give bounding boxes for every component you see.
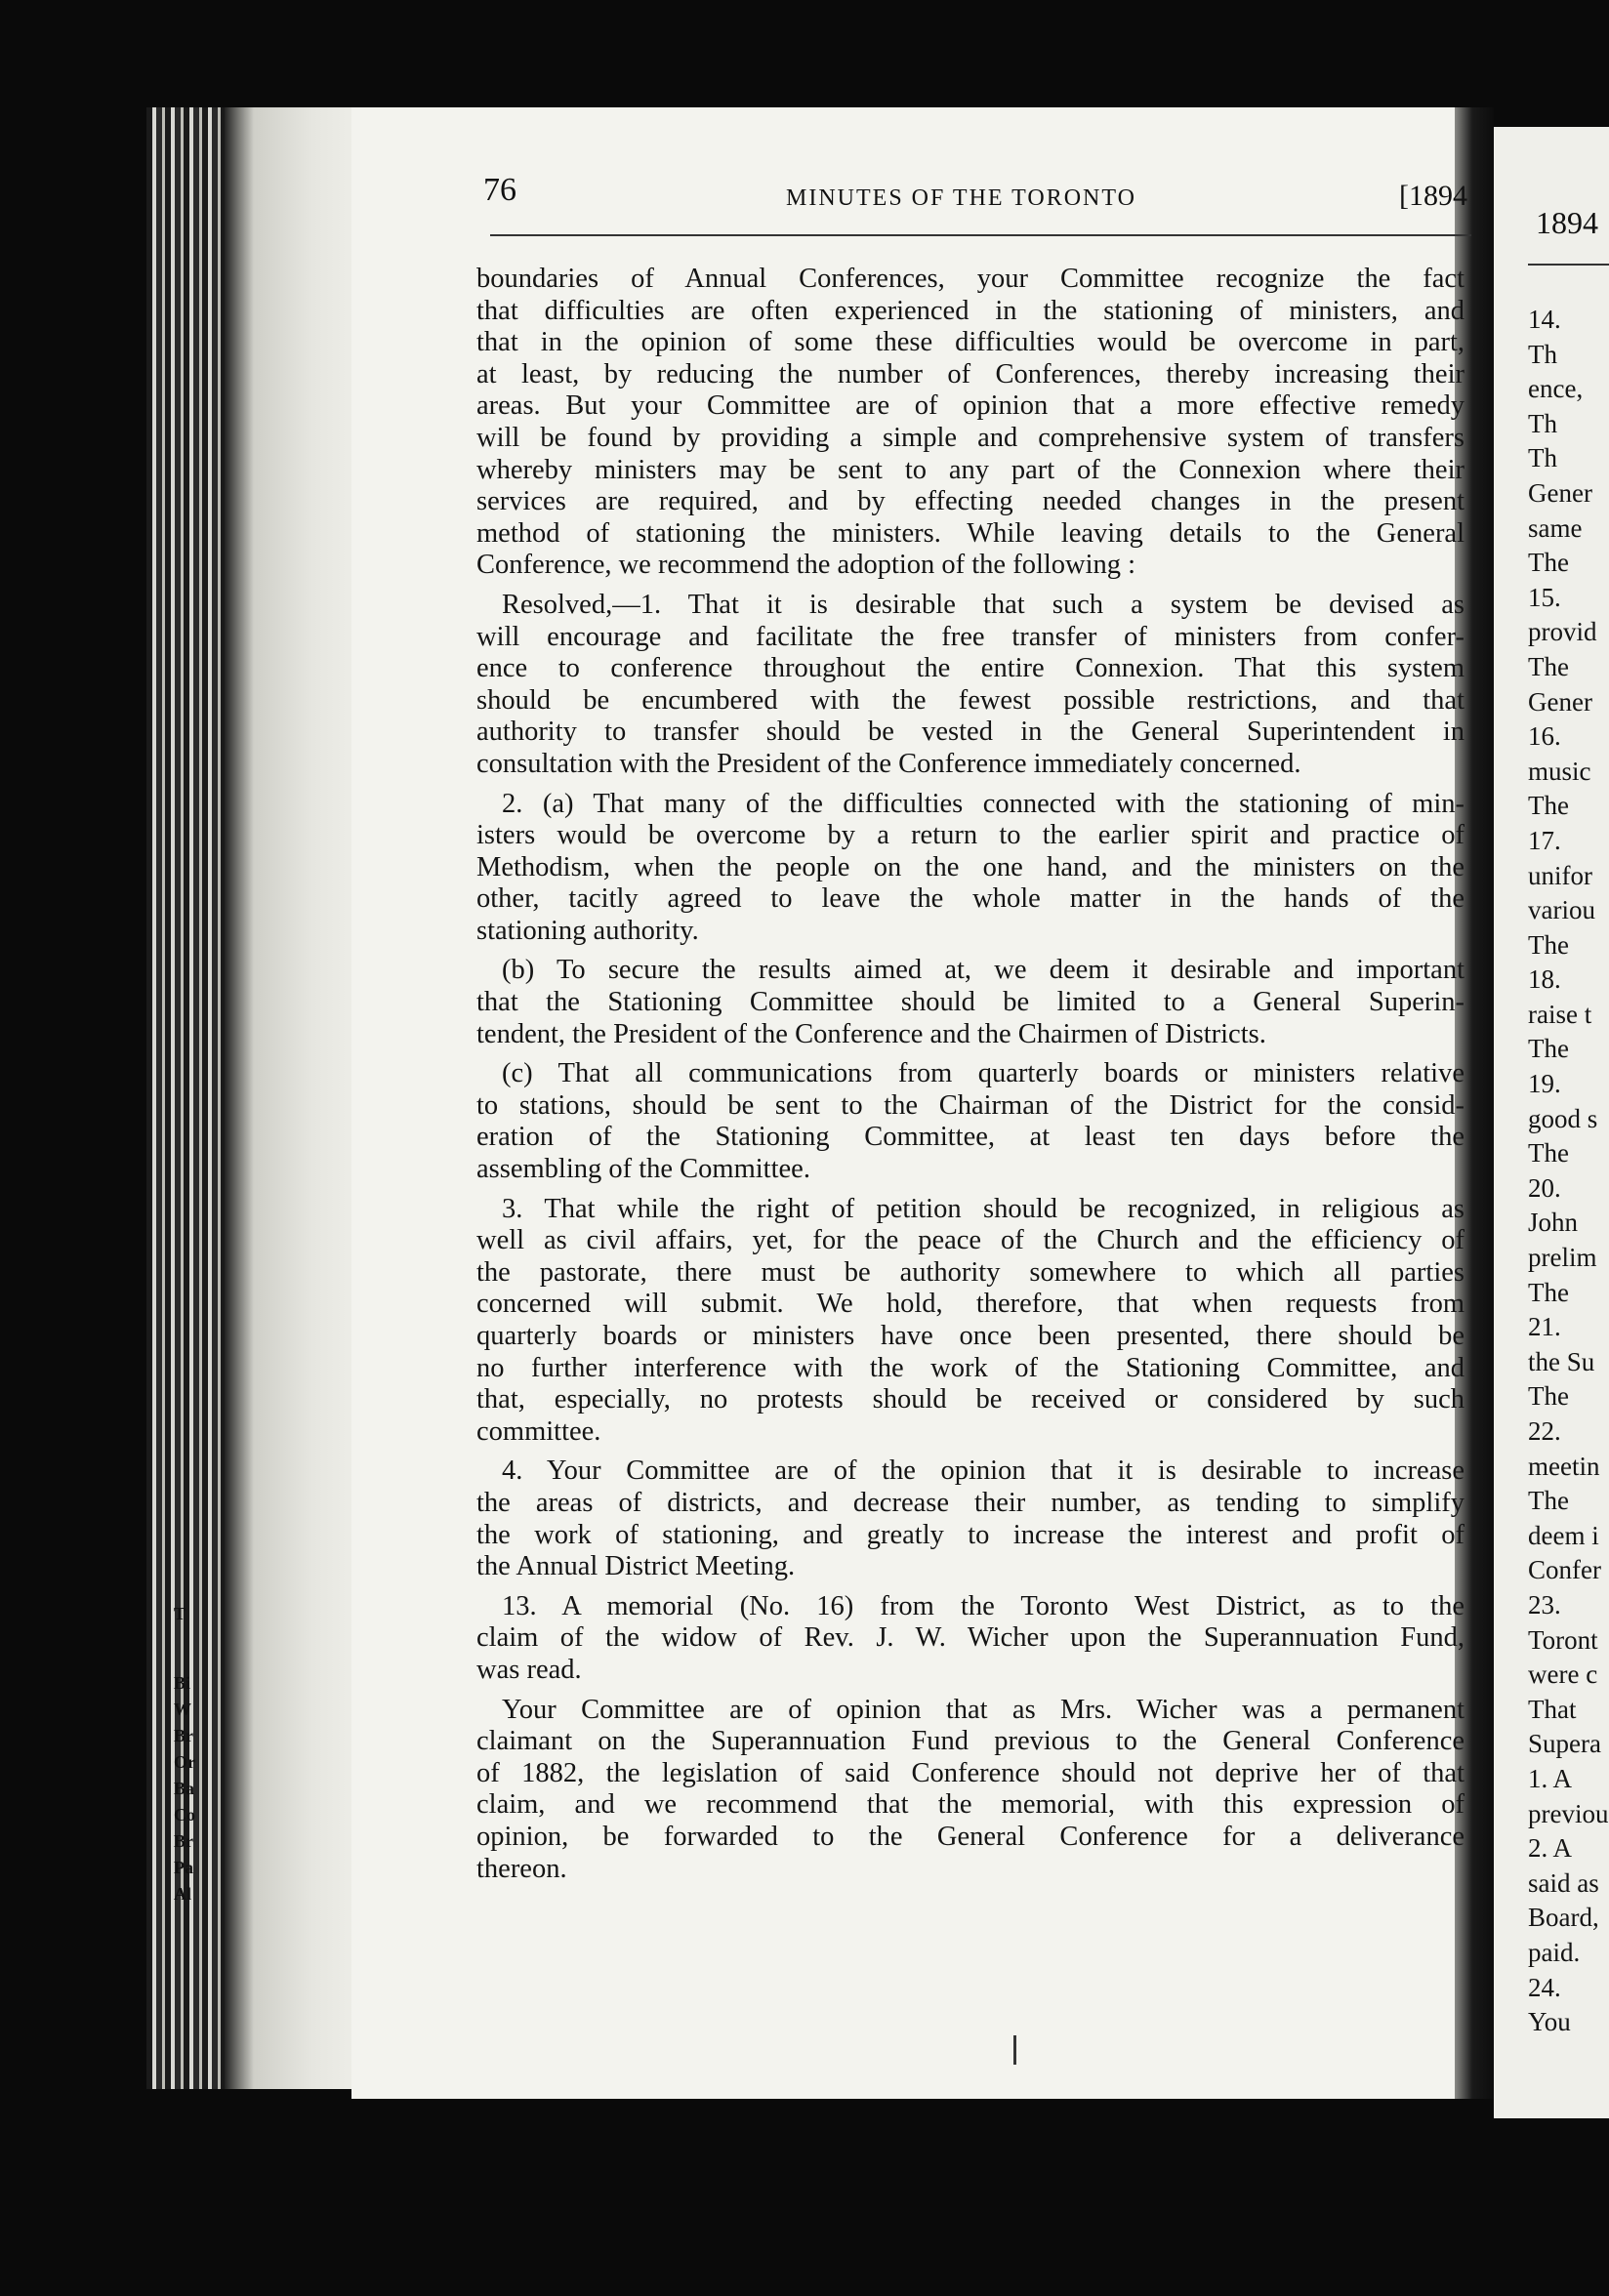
- paragraph-p9: [476, 1695, 1465, 1886]
- bottom-mark: [1013, 2035, 1016, 2065]
- year-bracket: [1894: [1399, 180, 1467, 212]
- opposite-line: You: [1528, 2007, 1571, 2037]
- text-line: stationing authority.: [476, 915, 699, 946]
- edge-labels: [174, 1601, 213, 1907]
- text-line: areas. But your Committee are of opinion that a more effective remedy: [476, 390, 1465, 422]
- text-line: that, especially, no protests should be received or considered by such: [476, 1384, 1465, 1415]
- text-line: that difficulties are often experienced in the stationing of ministers, and: [476, 295, 1465, 326]
- opposite-line: raise t: [1528, 999, 1592, 1029]
- text-line: that the Stationing Committee should be limited to a General Superin-: [476, 987, 1465, 1018]
- opposite-line: meetin: [1528, 1451, 1600, 1481]
- text-line: other, tacitly agreed to leave the whole matter in the hands of the: [476, 883, 1465, 915]
- paragraph-p2: [476, 590, 1465, 781]
- page-header: [483, 172, 1469, 221]
- running-title: MINUTES OF THE TORONTO: [786, 185, 1136, 211]
- paragraph-p3: [476, 789, 1465, 948]
- opposite-line: Th: [1528, 408, 1557, 438]
- edge-label: Co: [174, 1805, 195, 1824]
- opposite-line: previou: [1528, 1798, 1609, 1828]
- text-line: boundaries of Annual Conferences, your Committee recognize the fact: [476, 264, 1465, 294]
- paragraph-p8: [476, 1591, 1465, 1687]
- text-line: 13. A memorial (No. 16) from the Toronto West District, as to the: [502, 1590, 1465, 1621]
- paragraph-p5: [476, 1058, 1465, 1185]
- binding-gutter: [225, 107, 371, 2089]
- opposite-line: 21.: [1528, 1312, 1561, 1342]
- edge-label: Ba: [174, 1779, 195, 1798]
- text-line: to stations, should be sent to the Chairman of the District for the consid-: [476, 1089, 1465, 1121]
- opposite-line: music: [1528, 756, 1591, 786]
- edge-label: Al: [174, 1884, 191, 1904]
- opposite-line: Gener: [1528, 686, 1592, 717]
- text-line: 2. (a) That many of the difficulties connected with the stationing of min-: [502, 788, 1465, 819]
- text-line: the pastorate, there must be authority somewhere to which all parties: [476, 1256, 1465, 1288]
- text-line: Your Committee are of opinion that as Mrs. Wicher was a permanent: [502, 1694, 1465, 1725]
- opposite-line: Board,: [1528, 1903, 1599, 1933]
- opposite-line: deem i: [1528, 1520, 1599, 1550]
- text-line: claim, and we recommend that the memorial, with this expression of: [476, 1789, 1465, 1821]
- opposite-line: The: [1528, 1381, 1569, 1412]
- text-line: committee.: [476, 1415, 601, 1447]
- text-line: assembling of the Committee.: [476, 1154, 810, 1185]
- paragraph-p4: [476, 955, 1465, 1050]
- text-line: claim of the widow of Rev. J. W. Wicher upon the Superannuation Fund,: [476, 1622, 1465, 1654]
- opposite-line: The: [1528, 1277, 1569, 1307]
- text-line: isters would be overcome by a return to the earlier spirit and practice of: [476, 820, 1465, 851]
- opposite-line: The: [1528, 1034, 1569, 1064]
- edge-label: Br: [174, 1726, 193, 1745]
- opposite-line: 17.: [1528, 825, 1561, 855]
- opposite-line: paid.: [1528, 1937, 1581, 1967]
- text-line: no further interference with the work of the Stationing Committee, and: [476, 1352, 1465, 1383]
- opposite-line: same: [1528, 512, 1583, 543]
- text-line: opinion, be forwarded to the General Conference for a deliverance: [476, 1821, 1465, 1852]
- opposite-line: 23.: [1528, 1589, 1561, 1620]
- page-number: 76: [483, 172, 516, 208]
- text-line: ence to conference throughout the entire Connexion. That this system: [476, 653, 1465, 684]
- opposite-line: 1. A: [1528, 1763, 1573, 1793]
- opposite-page-lines: [1528, 303, 1609, 2040]
- opposite-line: 22.: [1528, 1416, 1561, 1446]
- text-line: 3. That while the right of petition should be recognized, in religious as: [502, 1193, 1465, 1224]
- text-line: 4. Your Committee are of the opinion that it is desirable to increase: [502, 1456, 1465, 1487]
- text-line: Methodism, when the people on the one hand, and the ministers on the: [476, 851, 1465, 882]
- text-line: of 1882, the legislation of said Conference should not deprive her of that: [476, 1757, 1465, 1788]
- opposite-line: 18.: [1528, 964, 1561, 995]
- opposite-line: Toront: [1528, 1624, 1598, 1655]
- paragraph-p6: [476, 1194, 1465, 1449]
- opposite-line: The: [1528, 1486, 1569, 1516]
- opposite-line: ence,: [1528, 374, 1584, 404]
- text-line: (c) That all communications from quarterly boards or ministers relative: [502, 1058, 1465, 1089]
- opposite-line: Confer: [1528, 1555, 1601, 1585]
- edge-label: W: [174, 1700, 191, 1719]
- text-line: Resolved,—1. That it is desirable that such a system be devised as: [502, 589, 1465, 620]
- opposite-line: The: [1528, 791, 1569, 821]
- opposite-line: unifor: [1528, 860, 1592, 890]
- opposite-line: That: [1528, 1694, 1577, 1724]
- opposite-line: The: [1528, 548, 1569, 578]
- text-line: will be found by providing a simple and comprehensive system of transfers: [476, 422, 1465, 453]
- text-line: was read.: [476, 1654, 582, 1685]
- opposite-line: good s: [1528, 1103, 1598, 1133]
- text-line: the work of stationing, and greatly to increase the interest and profit of: [476, 1519, 1465, 1550]
- opposite-page-year: 1894: [1536, 205, 1598, 240]
- header-rule: [490, 234, 1471, 236]
- text-line: (b) To secure the results aimed at, we deem it desirable and important: [502, 955, 1465, 986]
- opposite-line: 16.: [1528, 721, 1561, 752]
- opposite-line: 14.: [1528, 305, 1561, 334]
- opposite-line: 2. A: [1528, 1833, 1573, 1864]
- paragraph-p1: [476, 264, 1465, 582]
- text-line: will encourage and facilitate the free transfer of ministers from confer-: [476, 621, 1465, 652]
- text-line: Conference, we recommend the adoption of the following :: [476, 550, 1136, 581]
- opposite-line: John: [1528, 1208, 1579, 1238]
- opposite-line: The: [1528, 651, 1569, 681]
- text-line: authority to transfer should be vested in the General Superintendent in: [476, 717, 1465, 748]
- edge-label: Pa: [174, 1858, 193, 1877]
- text-line: method of stationing the ministers. While leaving details to the General: [476, 517, 1465, 549]
- text-line: services are required, and by effecting needed changes in the present: [476, 486, 1465, 517]
- opposite-line: Th: [1528, 339, 1557, 369]
- opposite-line: variou: [1528, 895, 1595, 925]
- opposite-line: the Su: [1528, 1346, 1595, 1376]
- text-line: quarterly boards or ministers have once been presented, there should be: [476, 1321, 1465, 1351]
- text-line: at least, by reducing the number of Conferences, thereby increasing their: [476, 358, 1465, 390]
- opposite-line: Supera: [1528, 1729, 1601, 1759]
- opposite-line: The: [1528, 1138, 1569, 1168]
- opposite-line: 24.: [1528, 1972, 1561, 2002]
- opposite-line: provid: [1528, 617, 1597, 647]
- opposite-line: 19.: [1528, 1069, 1561, 1099]
- opposite-line: The: [1528, 929, 1569, 960]
- text-line: the Annual District Meeting.: [476, 1551, 796, 1582]
- text-line: the areas of districts, and decrease their number, as tending to simplify: [476, 1487, 1465, 1518]
- edge-label: T: [174, 1604, 186, 1623]
- text-line: that in the opinion of some these difficulties would be overcome in part,: [476, 327, 1465, 358]
- text-line: should be encumbered with the fewest possible restrictions, and that: [476, 684, 1465, 716]
- text-line: concerned will submit. We hold, therefore, that when requests from: [476, 1289, 1465, 1320]
- edge-label: Or: [174, 1752, 195, 1772]
- opposite-line: Th: [1528, 443, 1557, 473]
- opposite-line: said as: [1528, 1867, 1599, 1898]
- text-line: thereon.: [476, 1853, 567, 1884]
- body-text: [476, 264, 1465, 1885]
- paragraph-p7: [476, 1456, 1465, 1582]
- text-line: tendent, the President of the Conference and the Chairmen of Districts.: [476, 1018, 1266, 1049]
- opposite-line: Gener: [1528, 477, 1592, 508]
- edge-label: Bi: [174, 1673, 191, 1693]
- edge-label: Br: [174, 1831, 193, 1851]
- text-line: claimant on the Superannuation Fund previous to the General Conference: [476, 1726, 1465, 1757]
- opposite-line: 15.: [1528, 582, 1561, 612]
- opposite-line: were c: [1528, 1660, 1598, 1690]
- opposite-header-rule: [1528, 264, 1609, 266]
- text-line: eration of the Stationing Committee, at least ten days before the: [476, 1122, 1465, 1153]
- opposite-line: prelim: [1528, 1243, 1597, 1273]
- text-line: consultation with the President of the Conference immediately concerned.: [476, 748, 1301, 779]
- opposite-line: 20.: [1528, 1172, 1561, 1203]
- text-line: whereby ministers may be sent to any part of the Connexion where their: [476, 454, 1465, 485]
- text-line: well as civil affairs, yet, for the peace of the Church and the efficiency of: [476, 1225, 1465, 1256]
